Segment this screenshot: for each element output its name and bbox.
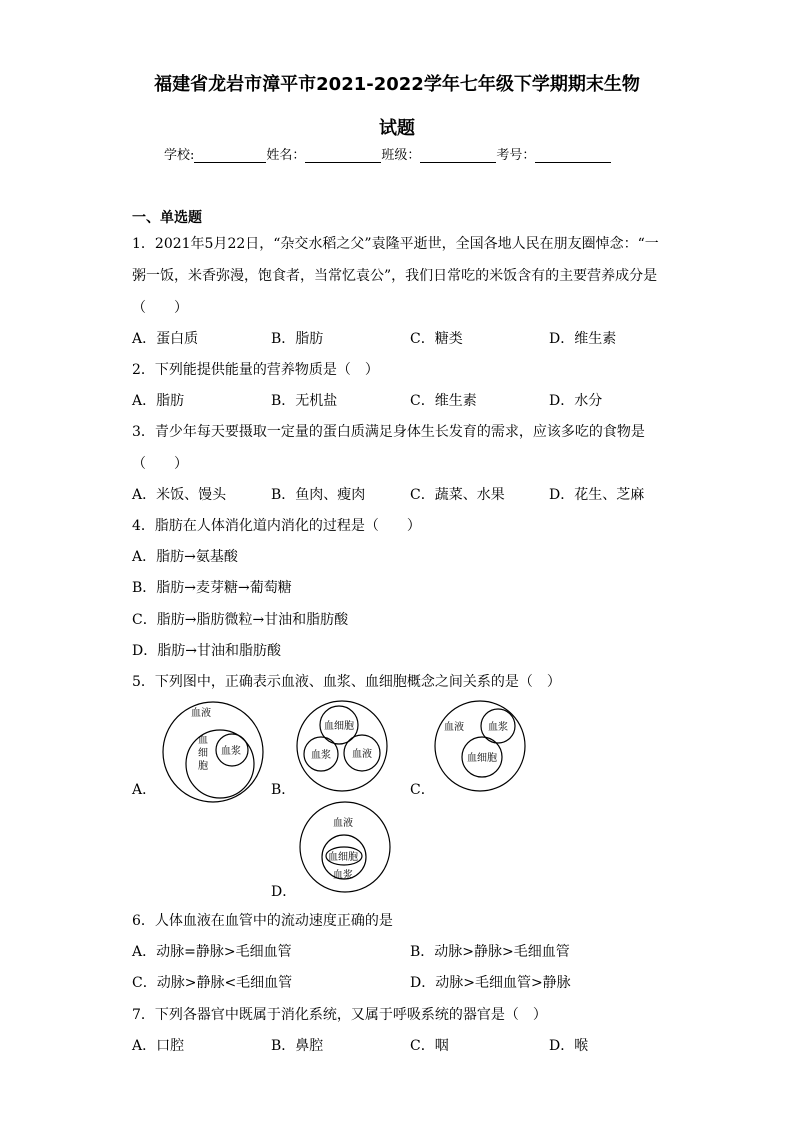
q6-option-a: A．动脉=静脉>毛细血管 [132,944,292,960]
q3-option-d: D．花生、芝麻 [549,487,645,503]
q6-option-c: C．动脉>静脉<毛细血管 [132,975,293,991]
q3-option-a: A．米饭、馒头 [132,487,227,503]
q4-option-c: C．脂肪→脂肪微粒→甘油和脂肪酸 [132,612,349,628]
q7-stem: 7．下列各器官中既属于消化系统，又属于呼吸系统的器官是（ ） [132,1007,547,1023]
q4-option-a: A．脂肪→氨基酸 [132,549,238,565]
q2-option-d: D．水分 [549,393,603,409]
exam-title-line2: 试题 [379,118,415,139]
fig-c-label-outer: 血液 [444,722,464,733]
fig-b-label-top: 血细胞 [324,721,354,732]
q1-stem-line1: 1．2021年5月22日，“杂交水稻之父”袁隆平逝世，全国各地人民在朋友圈悼念：“一 [132,236,659,252]
q2-stem: 2．下列能提供能量的营养物质是（ ） [132,362,379,378]
q4-option-b: B．脂肪→麦芽糖→葡萄糖 [132,580,292,596]
q5-option-b: B． [271,782,296,798]
q5-stem: 5．下列图中，正确表示血液、血浆、血细胞概念之间关系的是（ ） [132,674,561,690]
class-blank [420,148,496,163]
q5-option-a: A． [132,782,157,798]
q5-figure-c [432,700,532,796]
school-blank [194,148,266,163]
q1-option-a: A．蛋白质 [132,331,199,347]
q1-stem-line3: （ ） [132,300,188,316]
q3-option-b: B．鱼肉、瘦肉 [271,487,366,503]
q5-figure-a [158,700,268,804]
fig-c-label-c2: 血细胞 [467,753,497,764]
id-blank [535,148,611,163]
q6-stem: 6．人体血液在血管中的流动速度正确的是 [132,913,393,929]
q2-option-b: B．无机盐 [271,393,338,409]
q6-option-d: D．动脉>毛细血管>静脉 [410,975,571,991]
q4-option-d: D．脂肪→甘油和脂肪酸 [132,643,281,659]
fig-b-label-left: 血浆 [311,750,331,761]
q1-option-c: C．糖类 [410,331,463,347]
class-label: 班级： [381,148,421,163]
q7-option-c: C．咽 [410,1038,449,1054]
q5-figure-b [294,700,394,796]
q7-option-d: D．喉 [549,1038,589,1054]
fig-d-label-mid: 血浆 [333,870,353,881]
q1-stem-line2: 粥一饭，米香弥漫，饱食者，当常忆袁公”，我们日常吃的米饭含有的主要营养成分是 [132,268,658,284]
q1-option-b: B．脂肪 [271,331,324,347]
fig-d-label-inner: 血细胞 [328,852,358,863]
id-label: 考号： [496,148,536,163]
fig-a-label-mid1: 血 [198,735,208,746]
fig-b-outer-circle [297,701,387,791]
exam-title-line1: 福建省龙岩市漳平市2021-2022学年七年级下学期期末生物 [154,74,640,95]
q5-option-d: D． [271,884,297,900]
q4-stem: 4．脂肪在人体消化道内消化的过程是（ ） [132,518,421,534]
q3-stem-line2: （ ） [132,456,188,472]
section-heading: 一、单选题 [132,210,202,226]
fig-b-label-right: 血液 [352,749,372,760]
q5-option-c: C． [410,782,435,798]
fig-a-label-mid3: 胞 [198,761,208,772]
q3-stem-line1: 3．青少年每天要摄取一定量的蛋白质满足身体生长发育的需求，应该多吃的食物是 [132,424,645,440]
fig-a-label-mid2: 细 [198,748,208,759]
q7-option-b: B．鼻腔 [271,1038,324,1054]
q1-option-d: D．维生素 [549,331,617,347]
school-label: 学校: [164,148,195,163]
fig-a-label-outer: 血液 [191,708,211,719]
q2-option-c: C．维生素 [410,393,477,409]
q5-figure-d [297,800,397,896]
q7-option-a: A．口腔 [132,1038,185,1054]
q3-option-c: C．蔬菜、水果 [410,487,505,503]
student-info-line [164,144,611,163]
fig-d-label-outer: 血液 [333,818,353,829]
name-label: 姓名： [266,148,306,163]
fig-c-label-c1: 血浆 [488,722,508,733]
q2-option-a: A．脂肪 [132,393,185,409]
q6-option-b: B．动脉>静脉>毛细血管 [410,944,570,960]
name-blank [305,148,381,163]
fig-a-label-inner: 血浆 [221,746,241,757]
